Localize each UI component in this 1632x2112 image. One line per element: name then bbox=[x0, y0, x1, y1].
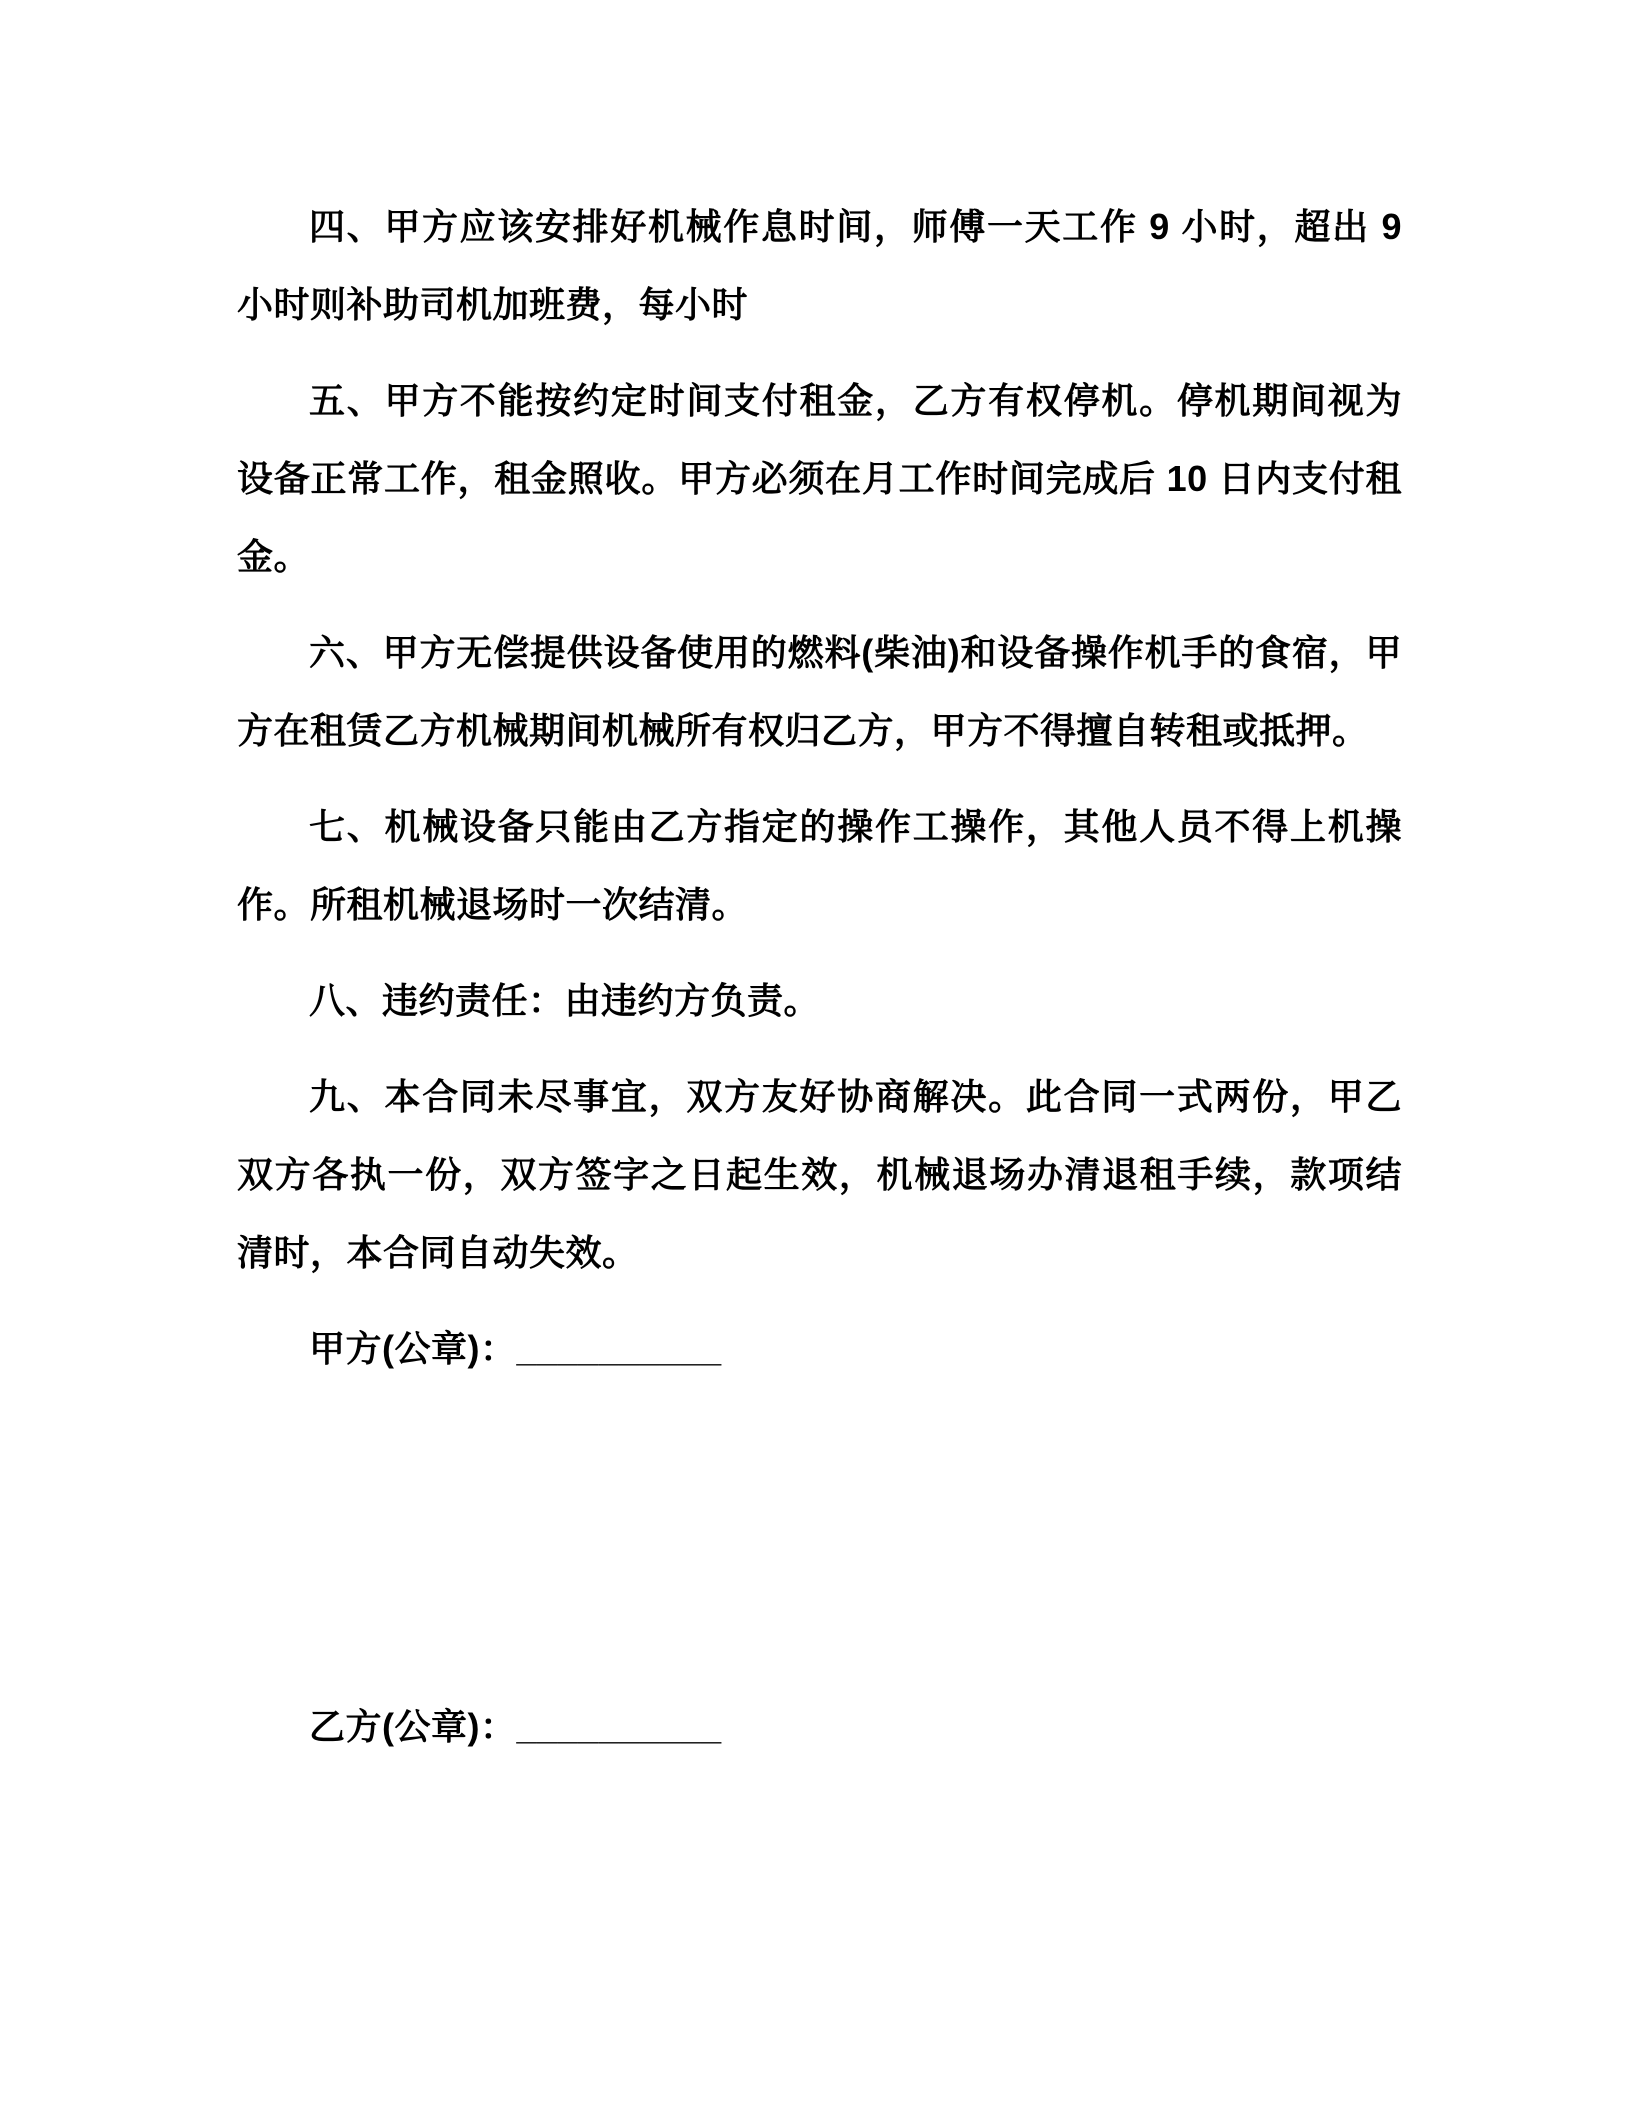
party-b-seal-signature-line: 乙方(公章)：__________ bbox=[309, 1706, 722, 1747]
contract-clause-4: 四、甲方应该安排好机械作息时间，师傅一天工作 9 小时，超出 9 小时则补助司机加班费，每小时 bbox=[237, 206, 1402, 325]
contract-clause-8: 八、违约责任：由违约方负责。 bbox=[309, 980, 821, 1021]
contract-clause-6: 六、甲方无偿提供设备使用的燃料(柴油)和设备操作机手的食宿，甲方在租赁乙方机械期间机械所有权归乙方，甲方不得擅自转租或抵押。 bbox=[237, 632, 1402, 751]
party-a-seal-signature-line: 甲方(公章)：__________ bbox=[309, 1328, 722, 1369]
contract-clause-9: 九、本合同未尽事宜，双方友好协商解决。此合同一式两份，甲乙双方各执一份，双方签字之日起生效，机械退场办清退租手续，款项结清时，本合同自动失效。 bbox=[237, 1076, 1402, 1273]
contract-clause-5: 五、甲方不能按约定时间支付租金，乙方有权停机。停机期间视为设备正常工作，租金照收。甲方必须在月工作时间完成后 10 日内支付租金。 bbox=[237, 380, 1402, 577]
contract-clause-7: 七、机械设备只能由乙方指定的操作工操作，其他人员不得上机操作。所租机械退场时一次结清。 bbox=[237, 806, 1402, 925]
